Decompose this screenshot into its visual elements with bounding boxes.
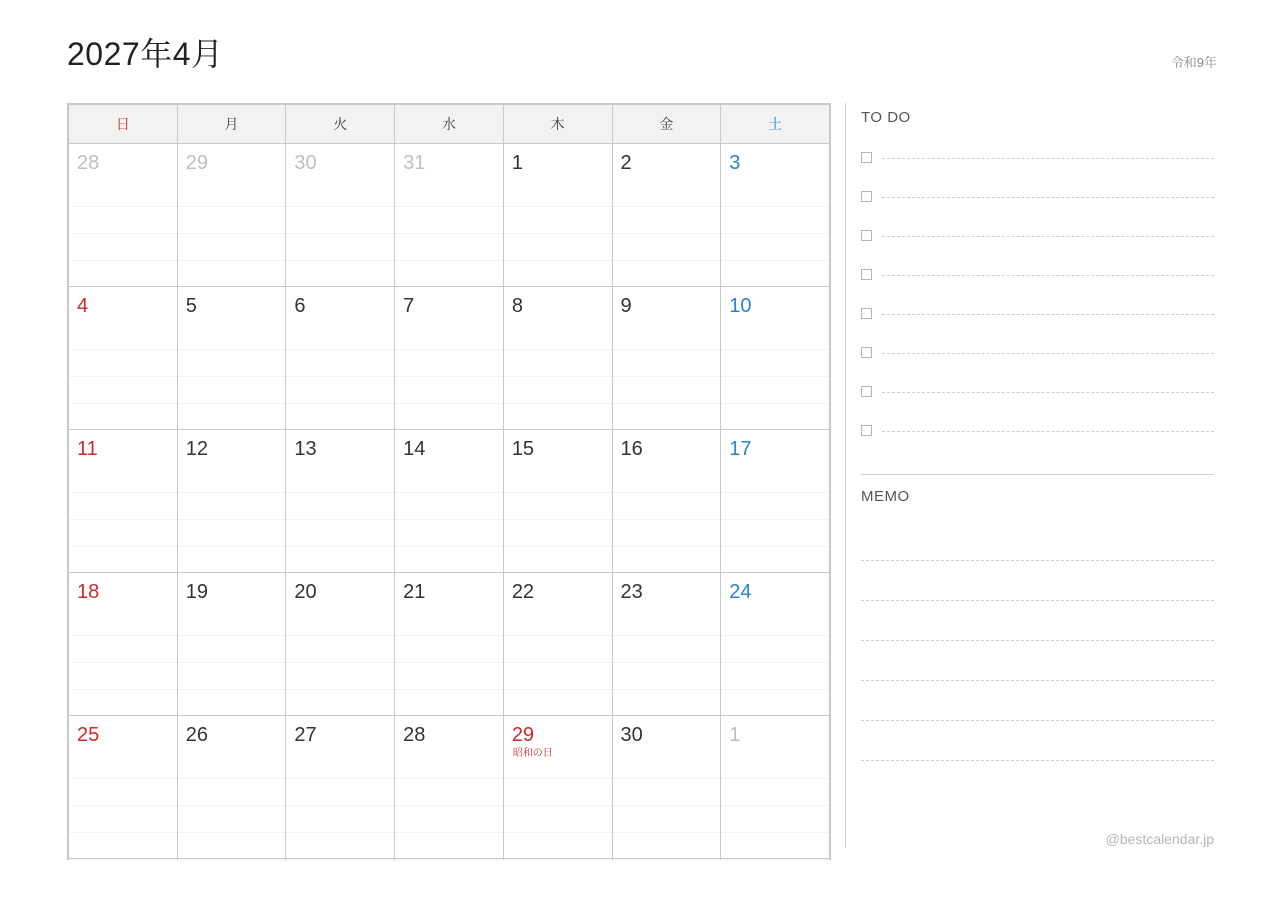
credit-label: @bestcalendar.jp — [1105, 831, 1214, 847]
memo-write-line[interactable] — [861, 721, 1214, 761]
checkbox-icon[interactable] — [861, 152, 872, 163]
writing-guides — [286, 180, 394, 286]
memo-write-line[interactable] — [861, 641, 1214, 681]
writing-guides — [286, 609, 394, 715]
checkbox-icon[interactable] — [861, 269, 872, 280]
sidebar-panel — [861, 103, 1214, 761]
writing-guides — [613, 466, 721, 572]
calendar-week-row — [69, 430, 830, 573]
calendar-day-cell[interactable] — [721, 430, 830, 573]
writing-guides — [504, 180, 612, 286]
calendar-table — [68, 104, 830, 859]
calendar-day-cell[interactable] — [503, 573, 612, 716]
todo-write-line[interactable] — [882, 157, 1214, 159]
writing-guides — [721, 466, 829, 572]
day-number: 10 — [729, 295, 752, 317]
weekday-header-row — [69, 105, 830, 144]
writing-guides — [286, 466, 394, 572]
day-number: 31 — [403, 152, 426, 174]
weekday-header-0: 日 — [69, 105, 178, 144]
calendar-day-cell[interactable] — [503, 287, 612, 430]
calendar-day-cell[interactable] — [286, 287, 395, 430]
day-number: 5 — [185, 295, 197, 317]
writing-guides — [178, 609, 286, 715]
writing-guides — [395, 323, 503, 429]
writing-guides — [395, 466, 503, 572]
day-number: 22 — [511, 581, 535, 603]
writing-guides — [395, 752, 503, 858]
day-number: 1 — [511, 152, 523, 174]
calendar-grid — [67, 103, 831, 860]
weekday-header-3: 水 — [395, 105, 504, 144]
day-number: 4 — [77, 295, 89, 317]
todo-write-line[interactable] — [882, 196, 1214, 198]
day-number: 29 — [185, 152, 208, 174]
writing-guides — [504, 323, 612, 429]
day-number: 14 — [403, 438, 426, 460]
calendar-week-row — [69, 144, 830, 287]
calendar-day-cell[interactable] — [612, 573, 721, 716]
weekday-header-4: 木 — [503, 105, 612, 144]
writing-guides — [178, 180, 286, 286]
memo-write-line[interactable] — [861, 681, 1214, 721]
day-number: 3 — [729, 152, 741, 174]
calendar-week-row — [69, 716, 830, 859]
calendar-week-row — [69, 287, 830, 430]
day-number: 21 — [403, 581, 426, 603]
day-number: 1 — [729, 724, 741, 746]
checkbox-icon[interactable] — [861, 347, 872, 358]
day-number: 24 — [729, 581, 752, 603]
day-number: 30 — [294, 152, 317, 174]
memo-write-line[interactable] — [861, 521, 1214, 561]
writing-guides — [613, 609, 721, 715]
day-number: 15 — [511, 438, 535, 460]
day-number: 29 — [511, 724, 535, 746]
calendar-day-cell[interactable] — [612, 144, 721, 287]
todo-item[interactable] — [861, 216, 1214, 255]
day-number: 28 — [77, 152, 100, 174]
todo-item[interactable] — [861, 333, 1214, 372]
day-number: 18 — [77, 581, 100, 603]
calendar-day-cell[interactable] — [395, 287, 504, 430]
calendar-day-cell[interactable] — [721, 716, 830, 859]
calendar-day-cell[interactable] — [395, 430, 504, 573]
day-number: 7 — [403, 295, 415, 317]
writing-guides — [721, 323, 829, 429]
day-number: 28 — [403, 724, 426, 746]
day-number: 23 — [620, 581, 643, 603]
day-number: 17 — [729, 438, 752, 460]
writing-guides — [69, 609, 177, 715]
calendar-day-cell[interactable] — [69, 144, 178, 287]
vertical-divider — [845, 103, 846, 848]
day-number: 20 — [294, 581, 317, 603]
todo-write-line[interactable] — [882, 430, 1214, 432]
calendar-day-cell[interactable] — [395, 573, 504, 716]
calendar-day-cell[interactable] — [612, 716, 721, 859]
era-label: 令和9年 — [1170, 55, 1217, 70]
todo-write-line[interactable] — [882, 391, 1214, 393]
weekday-header-5: 金 — [612, 105, 721, 144]
calendar-day-cell[interactable] — [177, 573, 286, 716]
writing-guides — [69, 323, 177, 429]
day-number: 25 — [77, 724, 100, 746]
weekday-header-6: 土 — [721, 105, 830, 144]
weekday-header-2: 火 — [286, 105, 395, 144]
calendar-day-cell[interactable] — [69, 430, 178, 573]
calendar-day-cell[interactable] — [177, 716, 286, 859]
writing-guides — [69, 466, 177, 572]
writing-guides — [286, 323, 394, 429]
writing-guides — [721, 180, 829, 286]
writing-guides — [178, 466, 286, 572]
day-number: 16 — [620, 438, 643, 460]
calendar-day-cell[interactable] — [177, 144, 286, 287]
todo-item[interactable] — [861, 411, 1214, 450]
day-number: 27 — [294, 724, 317, 746]
day-number: 12 — [185, 438, 208, 460]
writing-guides — [395, 180, 503, 286]
writing-guides — [613, 323, 721, 429]
weekday-header-1: 月 — [177, 105, 286, 144]
sidebar-divider — [861, 474, 1214, 475]
calendar-day-cell[interactable] — [395, 144, 504, 287]
memo-title: MEMO — [861, 488, 910, 505]
calendar-day-cell[interactable] — [395, 716, 504, 859]
day-number: 2 — [620, 152, 632, 174]
todo-item[interactable] — [861, 372, 1214, 411]
todo-write-line[interactable] — [882, 313, 1214, 315]
calendar-week-row — [69, 573, 830, 716]
calendar-day-cell[interactable] — [69, 287, 178, 430]
todo-write-line[interactable] — [882, 352, 1214, 354]
calendar-day-cell[interactable] — [286, 573, 395, 716]
checkbox-icon[interactable] — [861, 425, 872, 436]
writing-guides — [504, 466, 612, 572]
calendar-day-cell[interactable] — [503, 430, 612, 573]
memo-write-line[interactable] — [861, 601, 1214, 641]
day-number: 9 — [620, 295, 632, 317]
todo-write-line[interactable] — [882, 235, 1214, 237]
writing-guides — [395, 609, 503, 715]
todo-item[interactable] — [861, 294, 1214, 333]
writing-guides — [721, 609, 829, 715]
writing-guides — [504, 609, 612, 715]
todo-title: TO DO — [861, 109, 911, 126]
calendar-day-cell[interactable] — [721, 573, 830, 716]
day-number: 11 — [77, 438, 98, 460]
page-header — [67, 34, 1217, 90]
writing-guides — [69, 752, 177, 858]
calendar-day-cell[interactable] — [69, 716, 178, 859]
writing-guides — [504, 752, 612, 858]
calendar-day-cell[interactable] — [612, 287, 721, 430]
day-number: 13 — [294, 438, 317, 460]
todo-write-line[interactable] — [882, 274, 1214, 276]
memo-write-line[interactable] — [861, 561, 1214, 601]
writing-guides — [69, 180, 177, 286]
checkbox-icon[interactable] — [861, 230, 872, 241]
calendar-day-cell[interactable] — [286, 716, 395, 859]
calendar-day-cell[interactable] — [721, 287, 830, 430]
day-number: 8 — [511, 295, 523, 317]
calendar-day-cell[interactable] — [69, 573, 178, 716]
day-number: 6 — [294, 295, 306, 317]
todo-item[interactable] — [861, 255, 1214, 294]
todo-item[interactable] — [861, 177, 1214, 216]
checkbox-icon[interactable] — [861, 386, 872, 397]
calendar-day-cell[interactable] — [177, 287, 286, 430]
calendar-body — [69, 144, 830, 859]
page-title: 2027年4月 — [67, 36, 224, 72]
calendar-day-cell[interactable] — [286, 430, 395, 573]
checkbox-icon[interactable] — [861, 191, 872, 202]
writing-guides — [721, 752, 829, 858]
writing-guides — [613, 752, 721, 858]
calendar-day-cell[interactable] — [503, 716, 612, 859]
checkbox-icon[interactable] — [861, 308, 872, 319]
calendar-day-cell[interactable] — [286, 144, 395, 287]
day-number: 19 — [185, 581, 208, 603]
day-number: 30 — [620, 724, 643, 746]
todo-list — [861, 138, 1214, 450]
calendar-day-cell[interactable] — [721, 144, 830, 287]
todo-item[interactable] — [861, 138, 1214, 177]
writing-guides — [178, 323, 286, 429]
calendar-day-cell[interactable] — [503, 144, 612, 287]
writing-guides — [286, 752, 394, 858]
holiday-label: 昭和の日 — [512, 748, 553, 759]
memo-list — [861, 521, 1214, 761]
writing-guides — [178, 752, 286, 858]
writing-guides — [613, 180, 721, 286]
day-number: 26 — [185, 724, 208, 746]
calendar-day-cell[interactable] — [177, 430, 286, 573]
calendar-day-cell[interactable] — [612, 430, 721, 573]
